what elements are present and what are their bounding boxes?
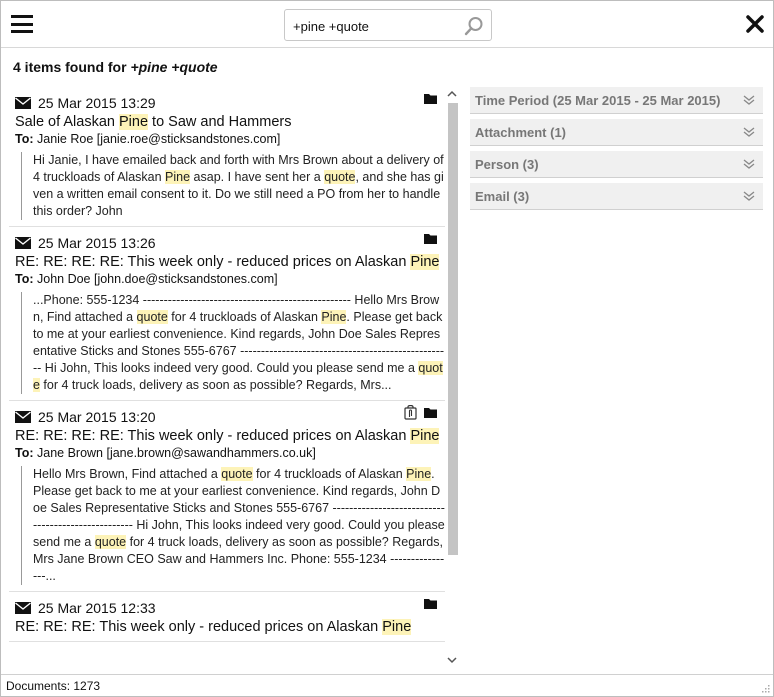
- facet-header[interactable]: [470, 87, 763, 114]
- recipient-label: To:: [15, 446, 34, 460]
- search-input[interactable]: [293, 16, 453, 36]
- result-header: [15, 233, 445, 253]
- search-highlight: Pine: [382, 619, 412, 635]
- search-highlight: quote: [94, 535, 127, 549]
- recipient-value: Janie Roe [janie.roe@sticksandstones.com]: [37, 132, 281, 146]
- close-icon[interactable]: [745, 14, 765, 34]
- envelope-icon: [15, 602, 31, 614]
- result-date: 25 Mar 2015 12:33: [38, 600, 156, 616]
- text-run: Sale of Alaskan: [15, 114, 119, 130]
- summary-prefix: 4 items found for: [13, 59, 127, 75]
- search-highlight: quote: [221, 467, 253, 481]
- facet-label: Attachment (1): [475, 125, 567, 140]
- folder-icon[interactable]: [424, 233, 437, 244]
- recipient-value: John Doe [john.doe@sticksandstones.com]: [37, 272, 278, 286]
- double-chevron-down-icon[interactable]: [743, 158, 755, 170]
- text-run: for 4 truckloads of Alaskan: [252, 467, 407, 481]
- facet-label: Person (3): [475, 157, 539, 172]
- folder-icon[interactable]: [424, 407, 437, 418]
- facet-header[interactable]: [470, 119, 763, 146]
- folder-icon[interactable]: [424, 598, 437, 609]
- result-header: [15, 407, 445, 427]
- scroll-up-icon[interactable]: [446, 89, 458, 99]
- result-subject[interactable]: [15, 114, 445, 130]
- document-count: Documents: 1273: [6, 679, 101, 693]
- attachment-icon[interactable]: [404, 405, 417, 420]
- facet-header[interactable]: [470, 183, 763, 210]
- text-run: . Please get back to me at your earliest convenience. Kind regards, John Doe Sales Representative Sticks and Stones 555-6767 --------------------------------------------------- Hi John, This looks indeed very good. Could you please send me a: [33, 310, 445, 375]
- result-item[interactable]: [9, 227, 445, 401]
- envelope-icon: [15, 411, 31, 423]
- results-scrollbar[interactable]: [445, 87, 459, 671]
- summary-query: +pine +quote: [130, 59, 218, 75]
- result-snippet: [21, 292, 445, 394]
- search-highlight: Pine: [119, 114, 149, 130]
- envelope-icon: [15, 237, 31, 249]
- facet-panel: [470, 87, 763, 215]
- resize-grip-icon[interactable]: [760, 683, 770, 693]
- result-date: 25 Mar 2015 13:29: [38, 95, 156, 111]
- search-highlight: quote: [324, 170, 356, 184]
- results-list: [9, 87, 445, 671]
- top-bar: [1, 1, 773, 48]
- double-chevron-down-icon[interactable]: [743, 94, 755, 106]
- text-run: to Saw and Hammers: [148, 114, 292, 130]
- double-chevron-down-icon[interactable]: [743, 126, 755, 138]
- search-highlight: Pine: [410, 428, 440, 444]
- scroll-thumb[interactable]: [448, 103, 458, 555]
- text-run: for 4 truck loads, delivery as soon as possible? Regards, Mrs Jane Brown CEO Saw and Hammers Inc. Phone: 555-1234 ----------------...: [33, 535, 445, 583]
- text-run: RE: RE: RE: RE: This week only - reduced prices on Alaskan: [15, 254, 411, 270]
- result-snippet: [21, 466, 445, 585]
- text-run: . Please get back to me at your earliest convenience. Kind regards, John Doe Sales Representative Sticks and Stones 555-6767 --------------------------------------------------- Hi John, This looks indeed very good. Could you please send me a: [33, 467, 445, 549]
- facet-label: Time Period (25 Mar 2015 - 25 Mar 2015): [475, 93, 721, 108]
- result-snippet: [21, 152, 445, 220]
- text-run: RE: RE: RE: This week only - reduced prices on Alaskan: [15, 619, 383, 635]
- search-box[interactable]: [284, 9, 492, 41]
- result-date: 25 Mar 2015 13:20: [38, 409, 156, 425]
- search-highlight: quote: [136, 310, 168, 324]
- text-run: Hi Janie, I have emailed back and forth with Mrs Brown about a delivery of 4 truckloads of Alaskan: [33, 153, 444, 184]
- text-run: for 4 truck loads, delivery as soon as possible? Regards, Mrs...: [39, 378, 392, 392]
- text-run: , and she has given a written email consent to it. Do we still need a PO from her to handle this order? John: [33, 170, 444, 218]
- result-item[interactable]: [9, 401, 445, 592]
- text-run: Hello Mrs Brown, Find attached a: [33, 467, 222, 481]
- folder-icon[interactable]: [424, 93, 437, 104]
- result-date: 25 Mar 2015 13:26: [38, 235, 156, 251]
- scroll-down-icon[interactable]: [446, 655, 458, 665]
- result-recipient: [15, 446, 445, 460]
- facet-label: Email (3): [475, 189, 530, 204]
- results-summary: [13, 59, 218, 75]
- search-highlight: quote: [33, 361, 443, 392]
- search-highlight: Pine: [165, 170, 191, 184]
- result-recipient: [15, 272, 445, 286]
- result-header: [15, 598, 445, 618]
- result-subject[interactable]: [15, 619, 445, 635]
- result-header: [15, 93, 445, 113]
- search-icon[interactable]: [464, 16, 484, 36]
- result-item[interactable]: [9, 87, 445, 227]
- envelope-icon: [15, 97, 31, 109]
- search-highlight: Pine: [321, 310, 347, 324]
- double-chevron-down-icon[interactable]: [743, 190, 755, 202]
- result-item[interactable]: [9, 592, 445, 642]
- text-run: ...Phone: 555-1234 -------------------------------------------------- Hello Mrs Brown, Find attached a: [33, 293, 440, 324]
- recipient-label: To:: [15, 272, 34, 286]
- text-run: asap. I have sent her a: [190, 170, 325, 184]
- search-highlight: Pine: [406, 467, 432, 481]
- hamburger-icon[interactable]: [11, 15, 33, 33]
- status-bar: [1, 674, 773, 696]
- result-subject[interactable]: [15, 254, 445, 270]
- text-run: for 4 truckloads of Alaskan: [167, 310, 322, 324]
- text-run: RE: RE: RE: RE: This week only - reduced prices on Alaskan: [15, 428, 411, 444]
- facet-header[interactable]: [470, 151, 763, 178]
- result-recipient: [15, 132, 445, 146]
- search-highlight: Pine: [410, 254, 440, 270]
- recipient-value: Jane Brown [jane.brown@sawandhammers.co.uk]: [37, 446, 316, 460]
- result-subject[interactable]: [15, 428, 445, 444]
- recipient-label: To:: [15, 132, 34, 146]
